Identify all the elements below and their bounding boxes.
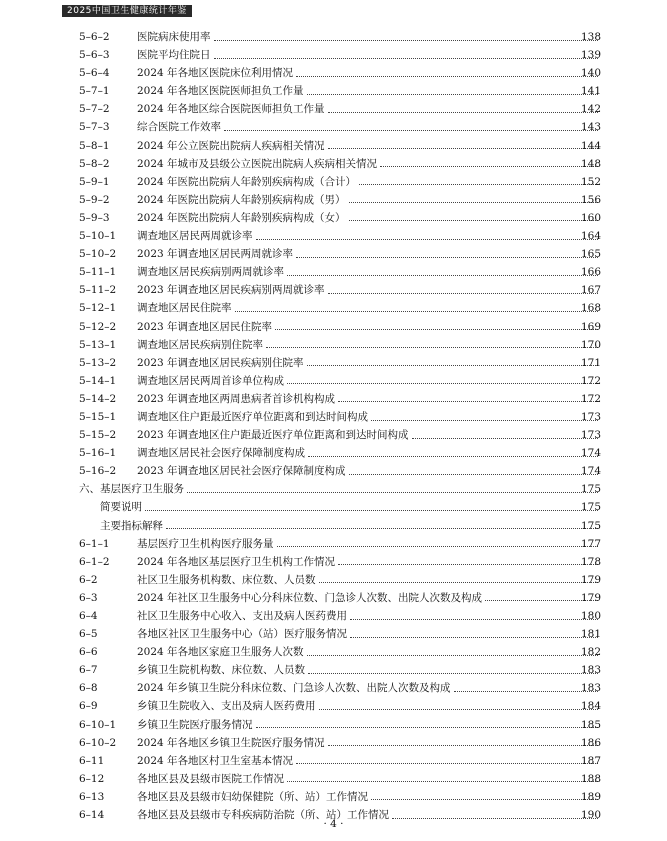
toc-entry[interactable] bbox=[0, 390, 667, 408]
toc-entry-title: 社区卫生服务中心收入、支出及病人医药费用 bbox=[137, 610, 347, 622]
toc-entry-title: 调查地区居民社会医疗保障制度构成 bbox=[137, 447, 305, 460]
toc-entry-title-line bbox=[137, 661, 601, 679]
toc-entry-title-line bbox=[137, 643, 601, 661]
toc-entry-title-line bbox=[137, 788, 601, 806]
toc-entry-number: 5–7–2 bbox=[79, 103, 110, 116]
toc-entry-number: 5–15–1 bbox=[79, 410, 117, 423]
toc-entry-title-line bbox=[137, 209, 601, 227]
toc-entry[interactable] bbox=[0, 643, 667, 661]
toc-entry[interactable] bbox=[0, 100, 667, 118]
toc-entry-title-line bbox=[137, 299, 601, 317]
toc-entry[interactable] bbox=[0, 517, 667, 535]
dot-leader bbox=[145, 510, 598, 511]
toc-entry[interactable] bbox=[0, 553, 667, 571]
dot-leader bbox=[296, 257, 598, 258]
toc-entry[interactable] bbox=[0, 281, 667, 299]
toc-entry-title-line bbox=[137, 191, 601, 209]
toc-entry-number: 5–13–2 bbox=[79, 356, 117, 369]
toc-entry-title-line bbox=[137, 82, 601, 100]
dot-leader bbox=[214, 40, 599, 41]
toc-entry-number: 6–4 bbox=[79, 610, 98, 622]
toc-entry-page: 174 bbox=[580, 447, 601, 460]
toc-entry-page: 156 bbox=[580, 193, 601, 206]
toc-entry[interactable] bbox=[0, 625, 667, 643]
toc-entry-number: 5–10–2 bbox=[79, 248, 117, 261]
toc-entry-page: 173 bbox=[580, 410, 601, 423]
toc-entry-number: 6–1–2 bbox=[79, 555, 110, 568]
toc-entry-title: 2024 年各地区基层医疗卫生机构工作情况 bbox=[137, 555, 336, 568]
toc-section-heading[interactable] bbox=[0, 480, 667, 498]
toc-entry[interactable] bbox=[0, 661, 667, 679]
dot-leader bbox=[256, 239, 599, 240]
toc-entry[interactable] bbox=[0, 318, 667, 336]
toc-entry-title-line bbox=[137, 245, 601, 263]
toc-entry[interactable] bbox=[0, 408, 667, 426]
toc-entry-title: 2023 年调查地区居民社会医疗保障制度构成 bbox=[137, 465, 346, 478]
dot-leader bbox=[371, 420, 598, 421]
toc-entry-title: 2024 年各地区综合医院医师担负工作量 bbox=[137, 103, 325, 116]
dot-leader bbox=[277, 546, 599, 547]
toc-entry-page: 175 bbox=[580, 519, 601, 532]
dot-leader bbox=[319, 582, 599, 583]
toc-entry-title-line bbox=[137, 64, 601, 82]
toc-entry-title-line bbox=[137, 137, 601, 155]
toc-entry[interactable] bbox=[0, 227, 667, 245]
toc-entry-title: 2024 年各地区医院床位利用情况 bbox=[137, 67, 294, 80]
toc-entry-number: 6–3 bbox=[79, 591, 98, 604]
toc-entry-number: 5–6–2 bbox=[79, 31, 110, 43]
toc-entry[interactable] bbox=[0, 372, 667, 390]
toc-entry-number: 5–8–1 bbox=[79, 139, 110, 152]
toc-entry-title: 各地区县及县级市医院工作情况 bbox=[137, 772, 284, 785]
dot-leader bbox=[328, 745, 598, 746]
toc-entry-title-line bbox=[137, 716, 601, 734]
toc-entry-number: 6–12 bbox=[79, 772, 105, 785]
toc-entry-number: 6–11 bbox=[79, 754, 105, 767]
dot-leader bbox=[350, 619, 598, 620]
toc-entry-title: 调查地区居民疾病别两周就诊率 bbox=[137, 266, 284, 279]
toc-entry[interactable] bbox=[0, 82, 667, 100]
running-header: 2025中国卫生健康统计年鉴 bbox=[62, 5, 192, 17]
toc-entry-page: 171 bbox=[580, 356, 601, 369]
toc-entry-page: 183 bbox=[580, 682, 601, 695]
toc-entry-number: 5–15–2 bbox=[79, 429, 117, 442]
toc-entry-title-line bbox=[137, 426, 601, 444]
toc-entry-number: 6–9 bbox=[79, 700, 98, 713]
toc-entry-page: 148 bbox=[580, 157, 601, 170]
toc-entry-number: 5–9–3 bbox=[79, 211, 110, 224]
toc-entry-number: 6–6 bbox=[79, 646, 98, 659]
toc-entry-page: 166 bbox=[580, 266, 601, 279]
toc-entry-page: 167 bbox=[580, 284, 601, 297]
toc-entry-title: 基层医疗卫生机构医疗服务量 bbox=[137, 537, 274, 550]
toc-entry-title-line bbox=[137, 589, 601, 607]
toc-entry-title: 2024 年城市及县级公立医院出院病人疾病相关情况 bbox=[137, 157, 378, 170]
dot-leader bbox=[166, 528, 598, 529]
toc-entry-number: 5–12–1 bbox=[79, 302, 117, 315]
dot-leader bbox=[296, 76, 598, 77]
toc-entry-page: 188 bbox=[580, 772, 601, 785]
dot-leader bbox=[266, 347, 598, 348]
toc-entry-page: 138 bbox=[580, 31, 601, 43]
toc-entry-number: 6–7 bbox=[79, 664, 98, 677]
toc-entry-number: 6–10–1 bbox=[79, 718, 117, 731]
toc-entry-page: 187 bbox=[580, 754, 601, 767]
toc-entry-page: 180 bbox=[580, 610, 601, 622]
toc-entry-title: 简要说明 bbox=[100, 501, 142, 514]
toc-entry[interactable] bbox=[0, 426, 667, 444]
toc-entry-number: 5–13–1 bbox=[79, 338, 117, 351]
toc-entry-page: 165 bbox=[580, 248, 601, 261]
dot-leader bbox=[287, 781, 598, 782]
toc-entry[interactable] bbox=[0, 155, 667, 173]
toc-entry-title: 乡镇卫生院收入、支出及病人医药费用 bbox=[137, 700, 316, 713]
toc-entry-page: 184 bbox=[580, 700, 601, 713]
toc-entry-title-line bbox=[137, 372, 601, 390]
toc-entry-title: 2023 年调查地区居民疾病别住院率 bbox=[137, 356, 304, 369]
toc-entry-page: 173 bbox=[580, 429, 601, 442]
toc-entry-page: 175 bbox=[580, 501, 601, 514]
toc-entry-title: 调查地区居民疾病别住院率 bbox=[137, 338, 263, 351]
toc-entry-title-line bbox=[137, 281, 601, 299]
dot-leader bbox=[371, 799, 598, 800]
toc-entry-title: 2024 年社区卫生服务中心分科床位数、门急诊人次数、出院人次数及构成 bbox=[137, 591, 483, 604]
toc-entry-page: 144 bbox=[580, 139, 601, 152]
dot-leader bbox=[328, 293, 598, 294]
toc-entry-title: 各地区县及县级市妇幼保健院（所、站）工作情况 bbox=[137, 790, 368, 803]
toc-entry[interactable] bbox=[0, 752, 667, 770]
toc-entry-page: 170 bbox=[580, 338, 601, 351]
toc-entry-number: 6–14 bbox=[79, 809, 105, 822]
toc-entry-page: 178 bbox=[580, 555, 601, 568]
toc-entry-number: 5–8–2 bbox=[79, 157, 110, 170]
toc-entry-title: 2023 年调查地区住户距最近医疗单位距离和到达时间构成 bbox=[137, 429, 409, 442]
toc-entry[interactable] bbox=[0, 245, 667, 263]
toc-entry-number: 5–6–3 bbox=[79, 49, 110, 62]
toc-entry-number: 5–16–1 bbox=[79, 447, 117, 460]
toc-entry-title-line bbox=[137, 444, 601, 462]
toc-entry-title: 综合医院工作效率 bbox=[137, 121, 221, 134]
toc-entry-title-line bbox=[137, 155, 601, 173]
toc-entry[interactable] bbox=[0, 46, 667, 64]
toc-entry-number: 6–10–2 bbox=[79, 736, 117, 749]
toc-entry[interactable] bbox=[0, 191, 667, 209]
toc-entry-title: 2023 年调查地区居民疾病别两周就诊率 bbox=[137, 284, 325, 297]
toc-entry-number: 5–9–1 bbox=[79, 175, 110, 188]
dot-leader bbox=[307, 365, 598, 366]
toc-entry-number: 6–8 bbox=[79, 682, 98, 695]
toc-entry-page: 182 bbox=[580, 646, 601, 659]
toc-entry[interactable] bbox=[0, 462, 667, 480]
toc-entry-title: 2024 年各地区乡镇卫生院医疗服务情况 bbox=[137, 736, 325, 749]
toc-entry[interactable] bbox=[0, 770, 667, 788]
dot-leader bbox=[187, 492, 598, 493]
toc-entry[interactable] bbox=[0, 28, 667, 46]
toc-entry[interactable] bbox=[0, 589, 667, 607]
toc-entry-number: 5–11–1 bbox=[79, 266, 117, 279]
toc-entry-title: 调查地区住户距最近医疗单位距离和到达时间构成 bbox=[137, 410, 368, 423]
toc-entry-page: 181 bbox=[580, 628, 601, 641]
toc-entry-number: 5–7–1 bbox=[79, 85, 110, 98]
toc-entry-title-line bbox=[137, 625, 601, 643]
toc-entry[interactable] bbox=[0, 734, 667, 752]
toc-entry[interactable] bbox=[0, 697, 667, 715]
toc-entry-page: 186 bbox=[580, 736, 601, 749]
toc-entry-title: 乡镇卫生院医疗服务情况 bbox=[137, 718, 253, 731]
toc-entry-title-line bbox=[137, 752, 601, 770]
dot-leader bbox=[350, 637, 598, 638]
dot-leader bbox=[287, 275, 598, 276]
toc-entry-title: 2023 年调查地区两周患病者首诊机构构成 bbox=[137, 392, 336, 405]
toc-entry[interactable] bbox=[0, 607, 667, 625]
toc-entry-title-line bbox=[137, 462, 601, 480]
toc-entry-title-line bbox=[137, 100, 601, 118]
toc-entry-title-line bbox=[137, 173, 601, 191]
toc-entry[interactable] bbox=[0, 137, 667, 155]
toc-entry-title: 2024 年各地区家庭卫生服务人次数 bbox=[137, 646, 304, 659]
page-number: · 4 · bbox=[323, 818, 344, 830]
toc-entry[interactable] bbox=[0, 336, 667, 354]
toc-entry-number: 6–2 bbox=[79, 573, 98, 586]
toc-entry-title-line bbox=[137, 336, 601, 354]
toc-entry[interactable] bbox=[0, 444, 667, 462]
toc-entry-title: 2024 年各地区医院医师担负工作量 bbox=[137, 85, 304, 98]
toc-entry-number: 5–11–2 bbox=[79, 284, 117, 297]
toc-entry-title: 2023 年调查地区居民两周就诊率 bbox=[137, 248, 294, 261]
toc-entry-number: 5–12–2 bbox=[79, 320, 117, 333]
dot-leader bbox=[235, 311, 599, 312]
toc-entry-title-line bbox=[79, 480, 601, 498]
dot-leader bbox=[454, 691, 598, 692]
toc-entry-number: 6–13 bbox=[79, 790, 105, 803]
toc-entry[interactable] bbox=[0, 173, 667, 191]
toc-entry-page: 177 bbox=[580, 537, 601, 550]
toc-entry-page: 189 bbox=[580, 790, 601, 803]
toc-entry-title-line bbox=[137, 318, 601, 336]
toc-entry-page: 164 bbox=[580, 230, 601, 243]
toc-entry-title-line bbox=[137, 770, 601, 788]
dot-leader bbox=[412, 438, 598, 439]
toc-entry[interactable] bbox=[0, 209, 667, 227]
dot-leader bbox=[328, 112, 598, 113]
toc-entry-title-line bbox=[137, 607, 601, 625]
toc-entry-title: 2024 年公立医院出院病人疾病相关情况 bbox=[137, 139, 325, 152]
toc-entry-title-line bbox=[137, 679, 601, 697]
toc-entry-title: 社区卫生服务机构数、床位数、人员数 bbox=[137, 573, 316, 586]
toc-entry-page: 142 bbox=[580, 103, 601, 116]
toc-entry-title-line bbox=[100, 498, 601, 516]
toc-entry-title-line bbox=[100, 517, 601, 535]
toc-entry-page: 179 bbox=[580, 573, 601, 586]
toc-entry[interactable] bbox=[0, 716, 667, 734]
toc-entry-page: 172 bbox=[580, 392, 601, 405]
toc-entry-title-line bbox=[137, 535, 601, 553]
dot-leader bbox=[338, 564, 598, 565]
toc-entry[interactable] bbox=[0, 571, 667, 589]
toc-entry-page: 190 bbox=[580, 809, 601, 822]
toc-entry-title: 六、基层医疗卫生服务 bbox=[79, 483, 184, 496]
toc-entry[interactable] bbox=[0, 354, 667, 372]
toc-entry-title: 主要指标解释 bbox=[100, 519, 163, 532]
toc-entry[interactable] bbox=[0, 118, 667, 136]
dot-leader bbox=[380, 166, 598, 167]
toc-entry-page: 140 bbox=[580, 67, 601, 80]
toc-entry-page: 160 bbox=[580, 211, 601, 224]
toc-entry-number: 5–6–4 bbox=[79, 67, 110, 80]
toc-entry-title-line bbox=[137, 553, 601, 571]
toc-entry[interactable] bbox=[0, 679, 667, 697]
dot-leader bbox=[338, 401, 598, 402]
dot-leader bbox=[308, 456, 598, 457]
toc-entry-page: 172 bbox=[580, 374, 601, 387]
toc-entry[interactable] bbox=[0, 263, 667, 281]
toc-entry-title: 调查地区居民两周首诊单位构成 bbox=[137, 374, 284, 387]
toc-entry-title: 2024 年医院出院病人年龄别疾病构成（合计） bbox=[137, 175, 357, 188]
dot-leader bbox=[319, 709, 599, 710]
toc-entry-title: 2024 年医院出院病人年龄别疾病构成（女） bbox=[137, 211, 346, 224]
toc-entry-title: 各地区社区卫生服务中心（站）医疗服务情况 bbox=[137, 628, 347, 641]
toc-entry[interactable] bbox=[0, 535, 667, 553]
dot-leader bbox=[275, 329, 598, 330]
toc-entry-page: 179 bbox=[580, 591, 601, 604]
toc-entry-title-line bbox=[137, 697, 601, 715]
toc-entry-title-line bbox=[137, 118, 601, 136]
toc-entry-page: 175 bbox=[580, 483, 601, 496]
toc-entry-page: 183 bbox=[580, 664, 601, 677]
dot-leader bbox=[359, 184, 598, 185]
toc-entry-title-line bbox=[137, 28, 601, 46]
toc-entry-title: 调查地区居民住院率 bbox=[137, 302, 232, 315]
toc-entry[interactable] bbox=[0, 64, 667, 82]
toc-entry-page: 143 bbox=[580, 121, 601, 134]
dot-leader bbox=[307, 655, 598, 656]
toc-entry-page: 152 bbox=[580, 175, 601, 188]
toc-entry-title: 乡镇卫生院机构数、床位数、人员数 bbox=[137, 664, 305, 677]
toc-entry-title-line bbox=[137, 571, 601, 589]
dot-leader bbox=[307, 94, 598, 95]
toc-entry-number: 5–14–1 bbox=[79, 374, 117, 387]
toc-entry-number: 5–7–3 bbox=[79, 121, 110, 134]
toc-entry-number: 6–1–1 bbox=[79, 537, 110, 550]
dot-leader bbox=[349, 220, 598, 221]
toc-entry[interactable] bbox=[0, 788, 667, 806]
toc-entry-title: 医院病床使用率 bbox=[137, 31, 211, 43]
toc-entry-page: 185 bbox=[580, 718, 601, 731]
toc-entry-title: 2024 年乡镇卫生院分科床位数、门急诊人次数、出院人次数及构成 bbox=[137, 682, 451, 695]
toc-entry-title-line bbox=[137, 408, 601, 426]
toc-entry-title-line bbox=[137, 46, 601, 64]
dot-leader bbox=[296, 763, 598, 764]
dot-leader bbox=[287, 383, 598, 384]
toc-entry-number: 6–5 bbox=[79, 628, 98, 641]
toc-entry-title-line bbox=[137, 227, 601, 245]
toc-entry-title-line bbox=[137, 354, 601, 372]
toc-entry-number: 5–9–2 bbox=[79, 193, 110, 206]
toc-entry-page: 169 bbox=[580, 320, 601, 333]
toc-entry-page: 168 bbox=[580, 302, 601, 315]
toc-entry-title-line bbox=[137, 734, 601, 752]
toc-entry-number: 5–10–1 bbox=[79, 230, 117, 243]
dot-leader bbox=[349, 474, 598, 475]
toc-entry-title: 2024 年各地区村卫生室基本情况 bbox=[137, 754, 294, 767]
toc-entry-title-line bbox=[137, 390, 601, 408]
dot-leader bbox=[328, 148, 598, 149]
dot-leader bbox=[224, 130, 598, 131]
toc-entry-page: 139 bbox=[580, 49, 601, 62]
toc-entry-title-line bbox=[137, 263, 601, 281]
dot-leader bbox=[214, 58, 599, 59]
toc-entry-page: 141 bbox=[580, 85, 601, 98]
toc-entry-title: 2024 年医院出院病人年龄别疾病构成（男） bbox=[137, 193, 346, 206]
dot-leader bbox=[308, 673, 598, 674]
toc-entry-page: 174 bbox=[580, 465, 601, 478]
toc-entry-number: 5–16–2 bbox=[79, 465, 117, 478]
toc-entry[interactable] bbox=[0, 299, 667, 317]
dot-leader bbox=[256, 727, 599, 728]
toc-entry-title: 医院平均住院日 bbox=[137, 49, 211, 62]
toc-entry-title: 2023 年调查地区居民住院率 bbox=[137, 320, 273, 333]
toc-entry[interactable] bbox=[0, 498, 667, 516]
table-of-contents bbox=[0, 28, 667, 824]
toc-entry-title: 各地区县及县级市专科疾病防治院（所、站）工作情况 bbox=[137, 809, 389, 822]
dot-leader bbox=[349, 202, 598, 203]
toc-entry-title: 调查地区居民两周就诊率 bbox=[137, 230, 253, 243]
toc-entry-number: 5–14–2 bbox=[79, 392, 117, 405]
